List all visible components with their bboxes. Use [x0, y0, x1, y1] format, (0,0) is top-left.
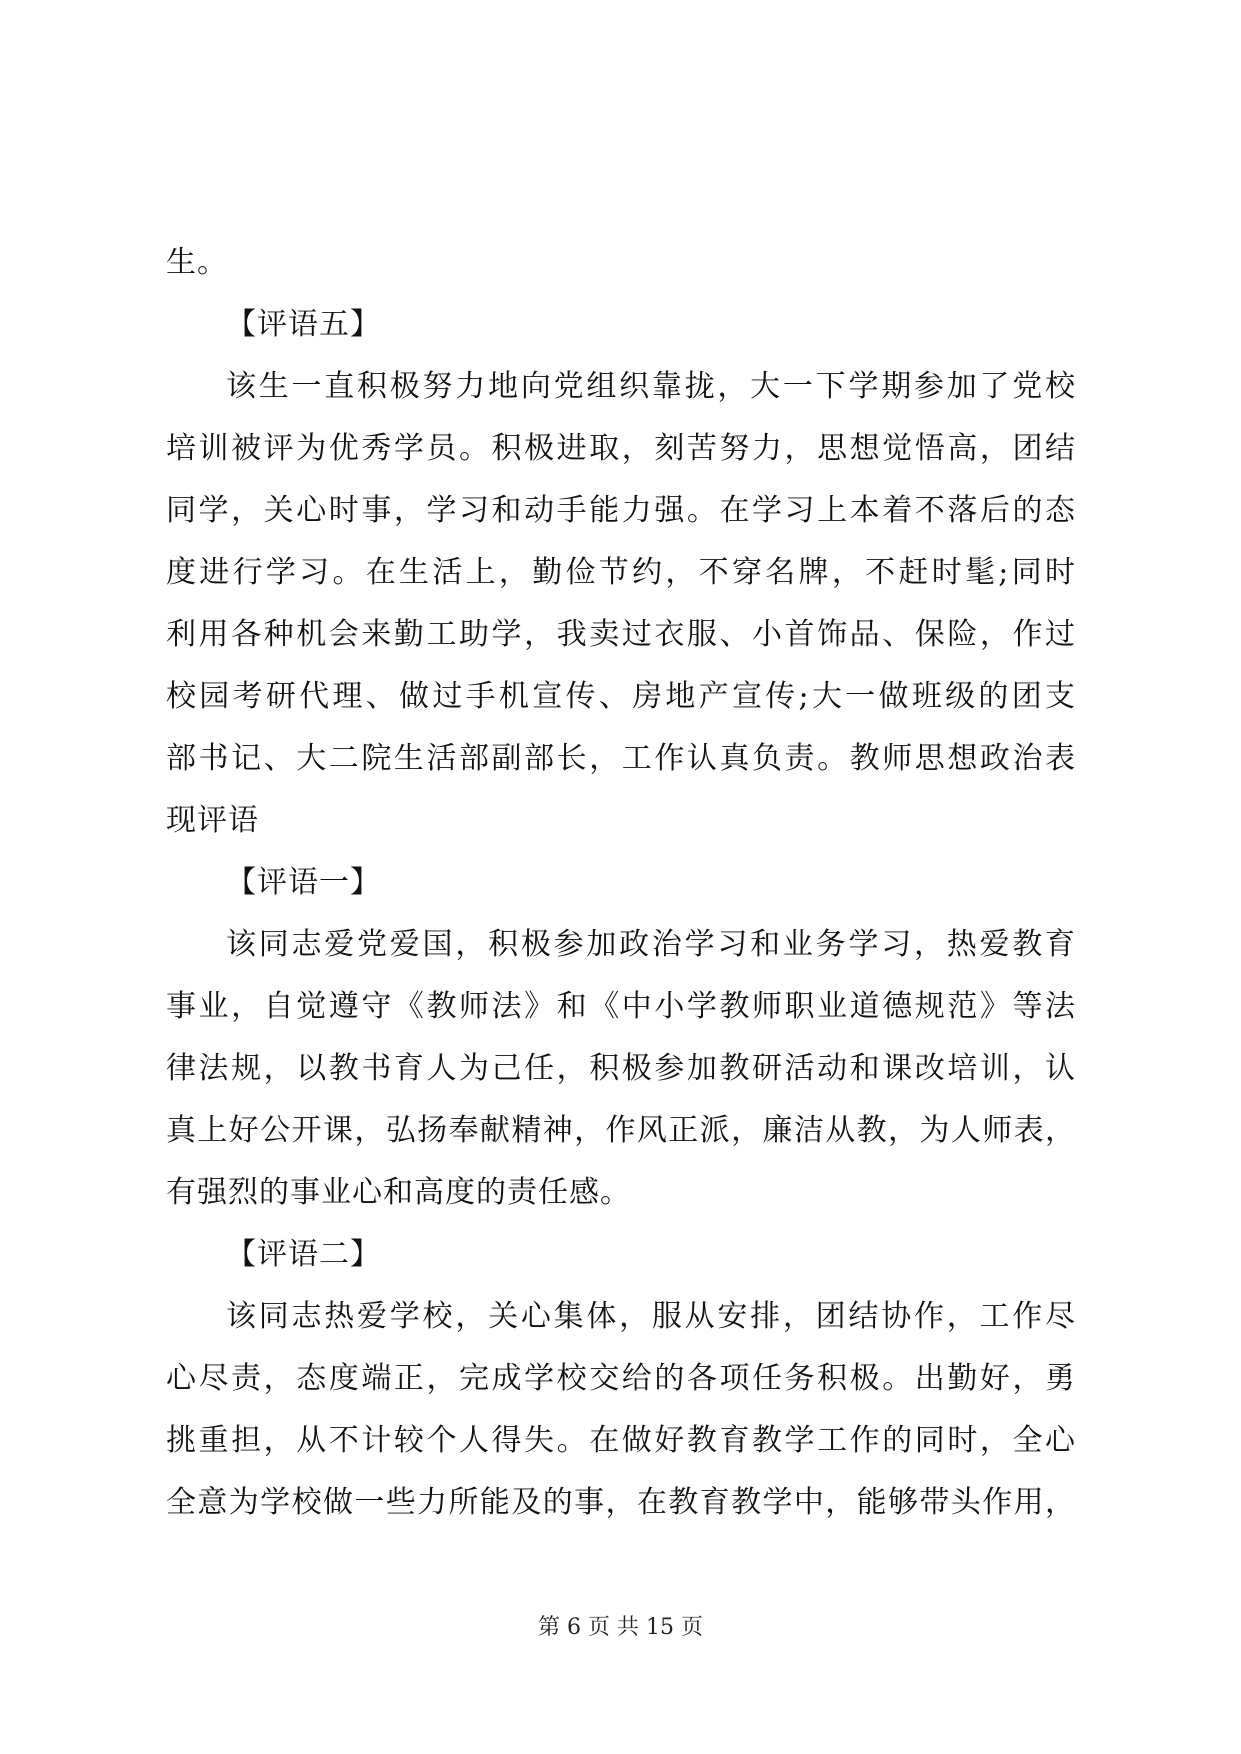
- text-line: 该生一直积极努力地向党组织靠拢，大一下学期参加了党校: [226, 369, 1076, 404]
- text-line: 利用各种机会来勤工助学，我卖过衣服、小首饰品、保险，作过: [166, 617, 1076, 652]
- text-line: 现评语: [166, 803, 259, 838]
- text-line: 有强烈的事业心和高度的责任感。: [166, 1175, 631, 1210]
- document-body: [166, 232, 1076, 1534]
- section-heading: 【评语二】: [226, 1237, 381, 1272]
- text-line: 培训被评为优秀学员。积极进取，刻苦努力，思想觉悟高，团结: [166, 431, 1076, 466]
- text-line: 该同志热爱学校，关心集体，服从安排，团结协作，工作尽: [226, 1299, 1076, 1334]
- text-line: 部书记、大二院生活部副部长，工作认真负责。教师思想政治表: [166, 741, 1076, 776]
- text-line: 事业，自觉遵守《教师法》和《中小学教师职业道德规范》等法: [166, 989, 1076, 1024]
- text-line: 真上好公开课，弘扬奉献精神，作风正派，廉洁从教，为人师表，: [166, 1113, 1076, 1148]
- text-line: 校园考研代理、做过手机宣传、房地产宣传;大一做班级的团支: [166, 679, 1076, 714]
- text-line: 同学，关心时事，学习和动手能力强。在学习上本着不落后的态: [166, 493, 1076, 528]
- text-line: 生。: [166, 245, 228, 280]
- text-line: 该同志爱党爱国，积极参加政治学习和业务学习，热爱教育: [226, 927, 1076, 962]
- text-line: 度进行学习。在生活上，勤俭节约，不穿名牌，不赶时髦;同时: [166, 555, 1076, 590]
- text-line: 律法规，以教书育人为己任，积极参加教研活动和课改培训，认: [166, 1051, 1076, 1086]
- section-heading: 【评语一】: [226, 865, 381, 900]
- text-line: 全意为学校做一些力所能及的事，在教育教学中，能够带头作用，: [166, 1485, 1076, 1520]
- page-number-footer: 第 6 页 共 15 页: [538, 1615, 703, 1640]
- section-heading: 【评语五】: [226, 307, 381, 342]
- text-line: 心尽责，态度端正，完成学校交给的各项任务积极。出勤好，勇: [166, 1361, 1076, 1396]
- text-line: 挑重担，从不计较个人得失。在做好教育教学工作的同时，全心: [166, 1423, 1076, 1458]
